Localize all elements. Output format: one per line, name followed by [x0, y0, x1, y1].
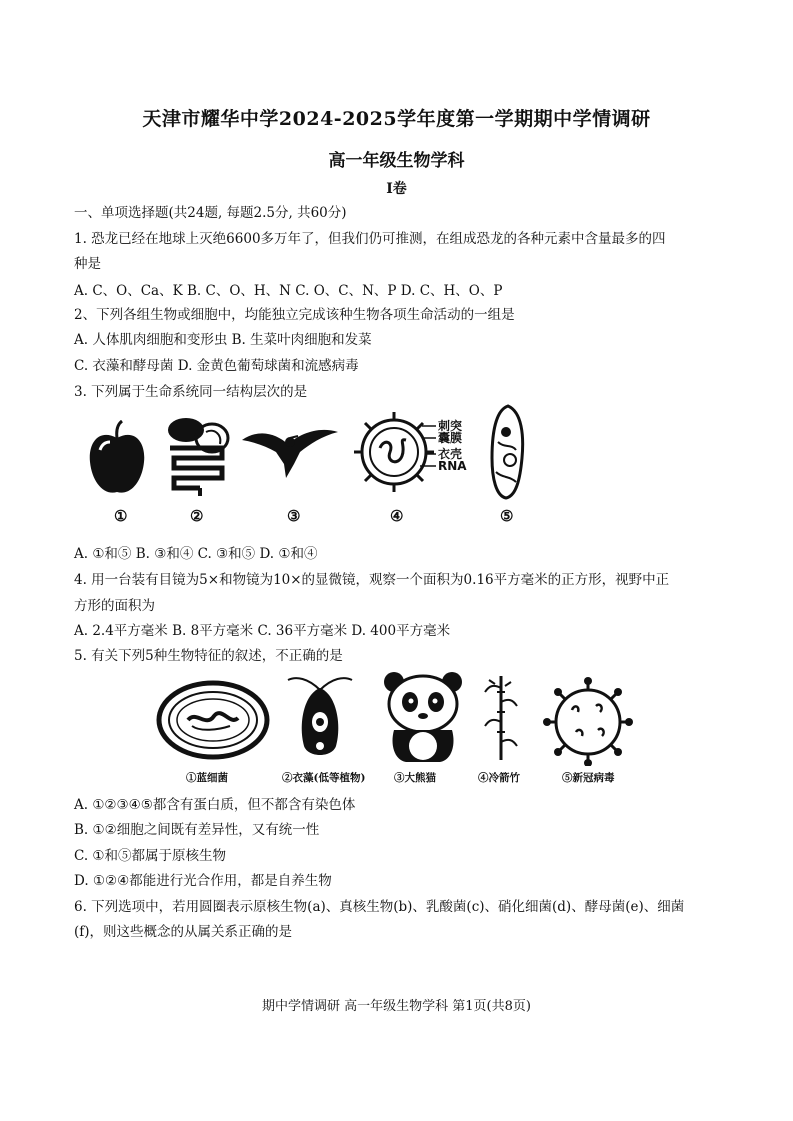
q3-stem: 3. 下列属于生命系统同一结构层次的是 [74, 384, 308, 400]
figure-number-5: ⑤ [500, 507, 514, 525]
q4-stem-line2: 方形的面积为 [74, 598, 155, 614]
virus-label-capsid: 衣壳 [438, 447, 463, 461]
bamboo-figure [483, 672, 519, 762]
q5-option-c: C. ①和⑤都属于原核生物 [74, 848, 227, 864]
q4-stem-line1: 4. 用一台装有目镜为5×和物镜为10×的显微镜，观察一个面积为0.16平方毫米的正方形，视野中正 [74, 572, 670, 588]
caption-chlamydomonas: ②衣藻(低等植物) [282, 772, 366, 784]
apple-figure [86, 420, 148, 498]
page-footer: 期中学情调研 高一年级生物学科 第1页(共8页) [262, 999, 531, 1014]
caption-sars-cov-2: ⑤新冠病毒 [562, 772, 615, 784]
q5-option-a: A. ①②③④⑤都含有蛋白质，但不都含有染色体 [74, 797, 356, 813]
eagle-figure [240, 418, 340, 480]
q1-stem-line2: 种是 [74, 256, 101, 272]
cyanobacteria-figure [156, 680, 270, 760]
q2-options-ab: A. 人体肌肉细胞和变形虫 B. 生菜叶肉细胞和发菜 [74, 332, 372, 348]
q6-stem-line2: (f)，则这些概念的从属关系正确的是 [74, 924, 293, 940]
caption-bamboo: ④冷箭竹 [478, 772, 520, 784]
chlamydomonas-figure [280, 670, 360, 764]
virus-label-spike: 刺突 [438, 419, 463, 433]
virus-label-rna: RNA [438, 459, 467, 473]
q6-stem-line1: 6. 下列选项中，若用圆圈表示原核生物(a)、真核生物(b)、乳酸菌(c)、硝化细菌(d)、酵母菌(e)、细菌 [74, 899, 685, 915]
virus-label-envelope: 囊膜 [438, 431, 463, 445]
q2-stem: 2、下列各组生物或细胞中，均能独立完成该种生物各项生命活动的一组是 [74, 307, 515, 323]
giant-panda-figure [380, 670, 466, 764]
exam-title: 天津市耀华中学2024-2025学年度第一学期期中学情调研 [142, 108, 651, 130]
caption-giant-panda: ③大熊猫 [394, 772, 436, 784]
paramecium-figure [488, 402, 528, 502]
q2-options-cd: C. 衣藻和酵母菌 D. 金黄色葡萄球菌和流感病毒 [74, 358, 359, 374]
sars-cov-2-figure [540, 676, 636, 766]
figure-number-3: ③ [287, 507, 301, 525]
q5-option-b: B. ①②细胞之间既有差异性，又有统一性 [74, 822, 320, 838]
exam-subtitle: 高一年级生物学科 [328, 151, 465, 171]
q3-options: A. ①和⑤ B. ③和④ C. ③和⑤ D. ①和④ [74, 546, 318, 562]
q1-stem-line1: 1. 恐龙已经在地球上灭绝6600多万年了，但我们仍可推测，在组成恐龙的各种元素中含量最多的四 [74, 231, 666, 247]
section-heading: 一、单项选择题(共24题, 每题2.5分, 共60分) [74, 205, 347, 221]
figure-number-4: ④ [390, 507, 404, 525]
q1-options: A. C、O、Ca、K B. C、O、H、N C. O、C、N、P D. C、H、O、P [74, 283, 503, 299]
virus-structure-figure [350, 408, 476, 494]
digestive-system-figure [160, 414, 236, 498]
caption-cyanobacteria: ①蓝细菌 [186, 772, 228, 784]
q5-option-d: D. ①②④都能进行光合作用，都是自养生物 [74, 873, 332, 889]
q4-options: A. 2.4平方毫米 B. 8平方毫米 C. 36平方毫米 D. 400平方毫米 [74, 623, 451, 639]
figure-number-2: ② [190, 507, 204, 525]
volume-label: Ⅰ卷 [386, 181, 407, 197]
q5-stem: 5. 有关下列5种生物特征的叙述，不正确的是 [74, 648, 343, 664]
figure-number-1: ① [114, 507, 128, 525]
